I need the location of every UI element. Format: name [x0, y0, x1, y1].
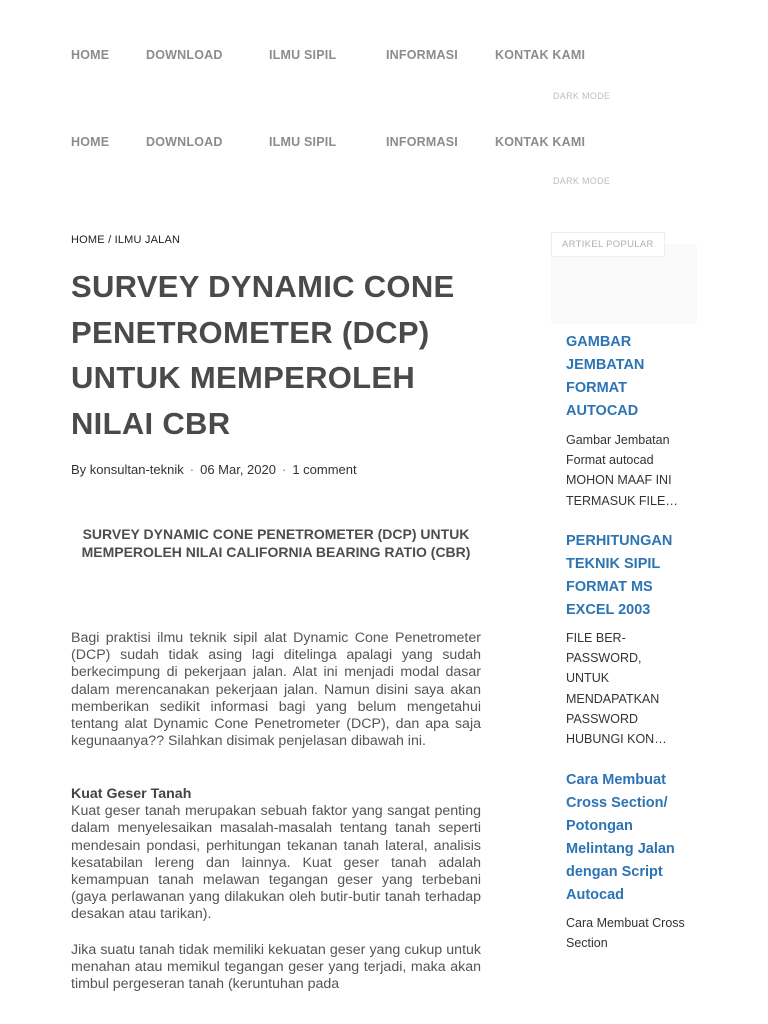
sticky-nav [0, 135, 768, 165]
popular-post-excerpt: Cara Membuat Cross Section [566, 916, 685, 951]
nav-download[interactable]: DOWNLOAD [146, 135, 223, 149]
meta-separator: · [189, 462, 195, 477]
nav-informasi[interactable]: INFORMASI [386, 135, 458, 149]
breadcrumb-category[interactable]: ILMU JALAN [114, 234, 181, 246]
nav-ilmu-sipil[interactable]: ILMU SIPIL [269, 135, 337, 149]
page-title: SURVEY DYNAMIC CONE PENETROMETER (DCP) UNTUK MEMPEROLEH NILAI CBR [71, 269, 455, 441]
article-intro: Bagi praktisi ilmu teknik sipil alat Dynamic Cone Penetrometer (DCP) sudah tidak asing lagi ditelinga apalagi yang sudah berkecimpung di pekerjaan jalan. Alat ini menjadi modal dasar dalam merencanakan pekerjaan jalan. Namun disini saya akan memberikan sedikit informasi bagi yang belum mengetahui tentang alat Dynamic Cone Penetrometer (DCP), dan apa saja kegunaanya?? Silahkan disimak penjelasan dibawah ini. [71, 630, 481, 750]
article-paragraph-3: Jika suatu tanah tidak memiliki kekuatan geser yang cukup untuk menahan atau memikul tegangan geser yang terjadi, maka akan timbul pergeseran tanah (keruntuhan pada [71, 942, 481, 991]
popular-post-excerpt: Gambar Jembatan Format autocad MOHON MAAF INI TERMASUK FILE… [566, 433, 678, 508]
section-heading: Kuat Geser Tanah [71, 786, 192, 802]
author-link[interactable]: konsultan-teknik [89, 462, 184, 477]
sidebar-label: ARTIKEL POPULAR [551, 232, 665, 257]
dark-mode-toggle[interactable]: DARK MODE [553, 176, 611, 186]
popular-post-title[interactable]: PERHITUNGAN TEKNIK SIPIL FORMAT MS EXCEL 2003 [566, 533, 673, 618]
top-nav [0, 48, 768, 78]
section-body: Kuat geser tanah merupakan sebuah faktor yang sangat penting dalam menyelesaikan masalah-masalah tentang tanah seperti mendesain pondasi, perhitungan tekanan tanah lateral, analisis kesatabilan lereng dan lainnya. Kuat geser tanah adalah kemampuan tanah melawan tegangan geser yang terbebani (gaya perlawanan yang dilakukan oleh butir-butir tanah terhadap desakan atau tarikan). [71, 803, 481, 923]
meta-separator: · [281, 462, 287, 477]
comments-link[interactable]: 1 comment [292, 462, 357, 477]
section-kuat-geser [71, 786, 481, 924]
nav-kontak-kami[interactable]: KONTAK KAMI [495, 48, 586, 62]
popular-post-title[interactable]: GAMBAR JEMBATAN FORMAT AUTOCAD [566, 334, 645, 419]
dark-mode-toggle[interactable]: DARK MODE [553, 91, 611, 101]
nav-home[interactable]: HOME [71, 135, 110, 149]
nav-informasi[interactable]: INFORMASI [386, 48, 458, 62]
nav-ilmu-sipil[interactable]: ILMU SIPIL [269, 48, 337, 62]
article-subheading: SURVEY DYNAMIC CONE PENETROMETER (DCP) UNTUK MEMPEROLEH NILAI CALIFORNIA BEARING RATIO (CBR) [81, 526, 471, 560]
popular-post-excerpt: FILE BER-PASSWORD, UNTUK MENDAPATKAN PASSWORD HUBUNGI KON… [566, 631, 667, 747]
post-meta [71, 462, 357, 477]
breadcrumb-separator: / [104, 234, 115, 246]
breadcrumb-home[interactable]: HOME [71, 234, 105, 246]
nav-download[interactable]: DOWNLOAD [146, 48, 223, 62]
author-prefix: By [71, 462, 90, 477]
breadcrumb [71, 234, 180, 246]
nav-home[interactable]: HOME [71, 48, 110, 62]
nav-kontak-kami[interactable]: KONTAK KAMI [495, 135, 586, 149]
popular-post-title[interactable]: Cara Membuat Cross Section/ Potongan Melintang Jalan dengan Script Autocad [566, 772, 675, 903]
post-date: 06 Mar, 2020 [200, 462, 276, 477]
